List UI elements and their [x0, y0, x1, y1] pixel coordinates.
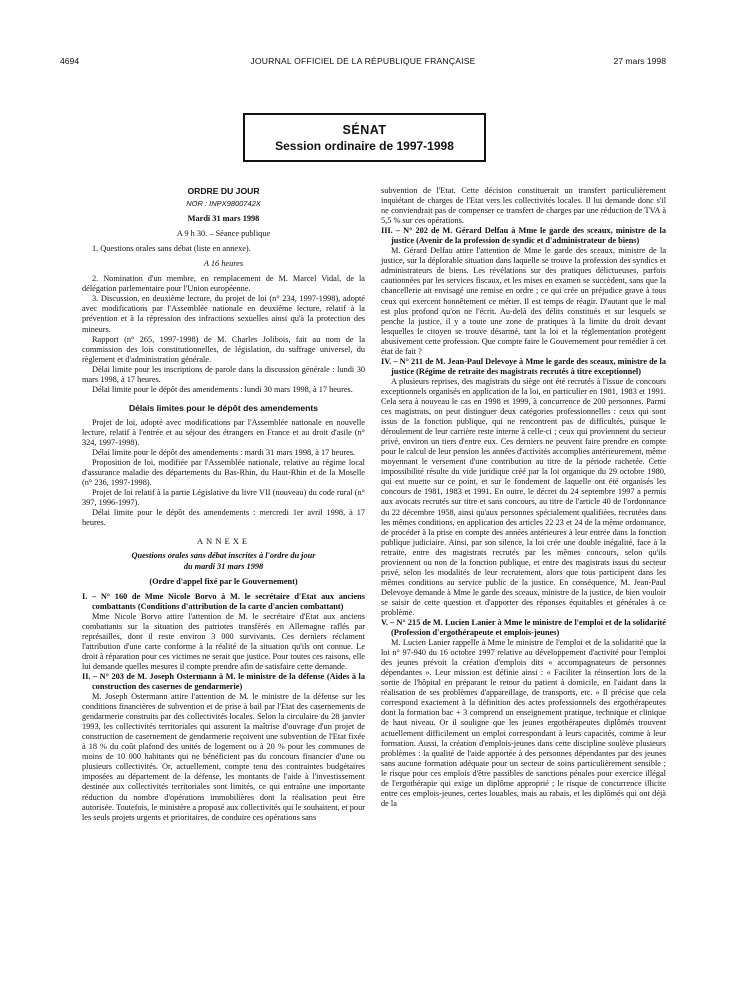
- annexe-title-line-2: du mardi 31 mars 1998: [183, 561, 264, 571]
- page-number: 4694: [60, 56, 80, 66]
- agenda-item-3: 3. Discussion, en deuxième lecture, du projet de loi (n° 234, 1997-1998), adopté avec modifications par l'Assemblée nationale en deuxième lecture, relatif à la prévention et à la répression des infractions sexuelles ainsi qu'à la protection des mineurs.: [82, 294, 365, 334]
- delai-limit-3: Délai limite pour le dépôt des amendements : mercredi 1er avril 1998, à 17 heures.: [82, 508, 365, 528]
- time-afternoon: A 16 heures: [203, 259, 244, 269]
- question-3-heading: III. – N° 202 de M. Gérard Delfau à Mme le garde des sceaux, ministre de la justice (Avenir de la profession de syndic et d'administrateur de biens): [381, 226, 666, 246]
- journal-title: JOURNAL OFFICIEL DE LA RÉPUBLIQUE FRANÇAISE: [250, 56, 476, 66]
- delai-text-2: Proposition de loi, modifiée par l'Assemblée nationale, relative au régime local d'assurance maladie des départements du Bas-Rhin, du Haut-Rhin et de la Moselle (n° 236, 1997-1998).: [82, 458, 365, 488]
- question-2-continued: subvention de l'Etat. Cette décision constituerait un transfert particulièrement inquiétant de charges de l'Etat vers les collectivités locales. Il lui demande donc s'il ne conviendrait pas de compenser ce transfert de charges par une réduction de TVA à 5,5 % sur ces opérations.: [381, 186, 666, 226]
- agenda-item-3-delai-parole: Délai limite pour les inscriptions de parole dans la discussion générale : lundi 30 mars 1998, à 17 heures.: [82, 364, 365, 384]
- question-2-heading: II. – N° 203 de M. Joseph Ostermann à M. le ministre de la défense (Aides à la construction des casernes de gendarmerie): [82, 671, 365, 692]
- nor-reference: NOR : INPX9800742X: [186, 199, 261, 209]
- annexe-title-line-1: Questions orales sans débat inscrites à l'ordre du jour: [131, 551, 316, 561]
- delai-text-1: Projet de loi, adopté avec modifications par l'Assemblée nationale en nouvelle lecture, relatif à l'entrée et au séjour des étrangers en France et au droit d'asile (n° 324, 1997-1998).: [82, 417, 365, 447]
- agenda-item-3-delai-amendements: Délai limite pour le dépôt des amendements : lundi 30 mars 1998, à 17 heures.: [92, 384, 353, 394]
- question-4-heading: IV. – N° 211 de M. Jean-Paul Delevoye à Mme le garde des sceaux, ministre de la justice (Régime de retraite des magistrats recrutés à titre exceptionnel): [381, 356, 666, 376]
- delai-limit-1: Délai limite pour le dépôt des amendements : mardi 31 mars 1998, à 17 heures.: [92, 448, 356, 458]
- agenda-item-1: 1. Questions orales sans débat (liste en annexe).: [92, 244, 251, 254]
- time-morning: A 9 h 30. – Séance publique: [176, 229, 271, 239]
- right-column: [381, 186, 666, 809]
- question-1-text: Mme Nicole Borvo attire l'attention de M. le secrétaire d'Etat aux anciens combattants sur la situation des patriotes transférés en Allemagne raflés par représailles, dont il reste environ 3 000 survivants. Ces derniers réclament l'attribution d'une carte conforme à la réalité de la situation qu'ils ont connue. Le droit à réparation pour ces victimes ne serait que justice. Pour toutes ces raisons, elle lui demande quelles mesures il compte prendre afin de satisfaire cette demande.: [82, 611, 365, 671]
- question-1-heading: I. – N° 160 de Mme Nicole Borvo à M. le secrétaire d'Etat aux anciens combattants (Conditions d'attribution de la carte d'ancien combattant): [82, 591, 365, 611]
- agenda-item-2: 2. Nomination d'un membre, en remplacement de M. Marcel Vidal, de la délégation parlementaire pour l'Union européenne.: [82, 274, 365, 294]
- annexe-heading: ANNEXE: [196, 536, 251, 547]
- senat-banner: [243, 113, 486, 162]
- left-column: [82, 186, 365, 823]
- delais-title: Délais limites pour le dépôt des amendements: [128, 402, 319, 413]
- page-header: [60, 56, 666, 68]
- ordre-title: ORDRE DU JOUR: [187, 186, 260, 196]
- agenda-item-3-rapport: Rapport (n° 265, 1997-1998) de M. Charles Jolibois, fait au nom de la commission des lois constitutionnelles, de législation, du suffrage universel, du règlement et d'administration générale.: [82, 334, 365, 364]
- question-5-heading: V. – N° 215 de M. Lucien Lanier à Mme le ministre de l'emploi et de la solidarité (Profession d'ergothérapeute et emplois-jeunes): [381, 618, 666, 638]
- question-4-text: A plusieurs reprises, des magistrats du siège ont été recrutés à l'issue de concours exceptionnels organisés en application de la loi, en particulier en 1981, 1983 et 1991. Cela sera à nouveau le cas en 1998 et 1999, à concurrence de 200 personnes. Parmi ces magistrats, on peut distinguer deux catégories professionnelles : ceux qui sont issus de la fonction publique, qui ne rencontrent pas de difficultés, puisque le déroulement de leur carrière reste interne à celle-ci ; ceux qui proviennent du secteur privé, environ un tiers d'entre eux. Ces derniers ne peuvent faire prendre en compte pour le calcul de leur pension les années d'activités accomplies antérieurement, même moyennant le versement d'une contribution au titre de la période rachetée. Cette impossibilité résulte du vide juridique créé par la loi organique du 29 octobre 1980, qui est muette sur ce point, et sur le fondement de laquelle ont été organisés les concours de 1981, 1983 et 1991. En outre, le décret du 24 septembre 1997 a permis aux avocats recrutés sur titre et sans concours, au titre de l'article 40 de l'ordonnance du 22 décembre 1958, ainsi qu'aux personnes spécialement qualifiées, recrutées dans les mêmes conditions, en application des articles 22 23 et 24 de la même ordonnance, de procéder à la prise en compte des années antérieures à leur entrée dans la fonction publique judiciaire. Ainsi, par son silence, la loi crée une double inégalité, face à la retraite, entre des magistrats recrutés par les mêmes concours, selon qu'ils proviennent ou non de la fonction publique, et entre des magistrats issus du secteur privé, selon les modalités de leur recrutement, alors que tous participent dans les mêmes conditions au service public de la justice. En conséquence, M. Jean-Paul Delevoye demande à Mme le garde des sceaux, ministre de la justice, de bien vouloir se saisir de cette question et d'apporter des réponses équitables et générales à ce problème.: [381, 376, 666, 617]
- delai-text-3: Projet de loi relatif à la partie Législative du livre VII (nouveau) du code rural (n° 397, 1996-1997).: [82, 488, 365, 508]
- session-date: Mardi 31 mars 1998: [187, 214, 260, 224]
- banner-title: SÉNAT: [342, 123, 387, 137]
- question-3-text: M. Gérard Delfau attire l'attention de Mme le garde des sceaux, ministre de la justice, sur la déplorable situation dans laquelle se trouve la profession des syndics et administrateurs de biens. Les révélations sur des pratiques délictueuses, parfois cautionnées par les services fiscaux, et les mises en examen se succèdent, sans que la chancellerie ait envisagé une remise en ordre ; ce qui crée un préjudice grave à tous ceux qui exercent honnêtement ce métier. Il est temps de réagir. D'autant que le mal est plus profond qu'on ne l'écrit. Au-delà des délits constitués et sur lesquels se penche la justice, il y a toute une zone de pratiques à la limite du droit devant lesquelles le citoyen se trouve désarmé, tant la loi et la réglementation protègent abusivement cette profession. Que compte faire le Gouvernement pour remédier à cet état de fait ?: [381, 246, 666, 356]
- ordre-appel: (Ordre d'appel fixé par le Gouvernement): [149, 576, 298, 586]
- question-2-text: M. Joseph Ostermann attire l'attention de M. le ministre de la défense sur les conditions financières de subvention et de prise à bail par l'Etat des casernements de gendarmerie construits par des collectivités locales. Selon la circulaire du 28 janvier 1993, les collectivités territoriales qui assurent la maîtrise d'ouvrage d'un projet de construction de casernement de gendarmerie reçoivent une subvention de l'Etat fixée à 18 % du coût plafond des unités de logement ou à 20 % pour les communes de moins de 10 000 habitants qui ne bénéficient pas du concours financier d'une ou plusieurs collectivités. Or, actuellement, compte tenu des contraintes budgétaires imposées au département de la défense, les montants de l'aide à l'investissement destinée aux collectivités territoriales sont limités, ce qui entraîne une importante réduction du nombre d'opérations immobilières dont la réalisation peut être autorisée. Toutefois, le ministère a proposé aux collectivités qui le souhaitent, et pour les seuls projets urgents et prioritaires, de conduire ces opérations sans: [82, 692, 365, 822]
- issue-date: 27 mars 1998: [613, 56, 666, 66]
- question-5-text: M. Lucien Lanier rappelle à Mme le ministre de l'emploi et de la solidarité que la loi n° 97-940 du 16 octobre 1997 relative au développement d'activité pour l'emploi des jeunes prévoit la création d'emplois dits « accompagnateurs de personnes dépendantes ». Leur mission est définie ainsi : « Faciliter la réinsertion lors de la sortie de l'hôpital en préparant le retour du patient à domicile, en l'aidant dans la réalisation de ses problèmes d'appareillage, de transports, etc. » Il précise que cela correspond exactement à la définition des actes professionnels des ergothérapeutes dont la formation bac + 3 comprend un enseignement pratique, technique et clinique de haut niveau. Or il souligne que les jeunes ergothérapeutes diplômés trouvent actuellement difficilement un emploi correspondant à leurs capacités, comme à leur formation. Aussi, la création d'emplois-jeunes dans cette discipline soulève plusieurs problèmes : la qualité de l'aide apportée à des personnes dépendantes par des jeunes sans aucune formation adéquate pour un secteur de soins particulièrement sensible ; le risque pour ces emplois d'être passibles de sanctions pénales pour exercice illégal de l'ergothérapie qui exige un diplôme approprié ; le risque de concurrence illicite entre ces emplois-jeunes, certes louables, mais au rabais, et les diplômés qui ont déjà de la: [381, 638, 666, 808]
- banner-subtitle: Session ordinaire de 1997-1998: [275, 139, 454, 153]
